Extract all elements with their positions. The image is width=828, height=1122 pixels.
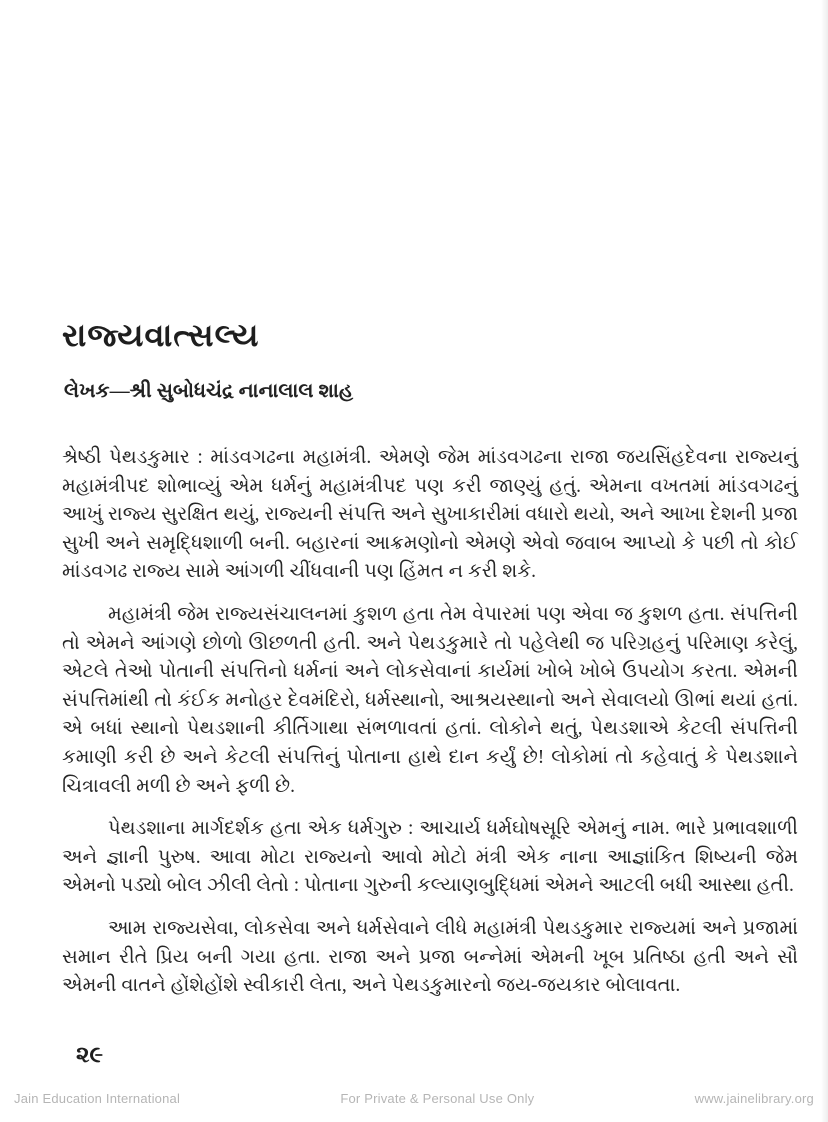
paragraph-1: શ્રેષ્ઠી પેથડકુમાર : માંડવગઢના મહામંત્રી. એમણે જેમ માંડવગઢના રાજા જયસિંહદેવના રાજ્યનું મહામંત્રીપદ શોભાવ્યું એમ ધર્મનું મહામંત્રીપદ પણ કરી જાણ્યું હતું. એમના વખતમાં માંડવગઢનું આખું રાજ્ય સુરક્ષિત થયું, રાજ્યની સંપત્તિ અને સુખાકારીમાં વધારો થયો, અને આખા દેશની પ્રજા સુખી અને સમૃદ્ધિશાળી બની. બહારનાં આક્રમણોનો એમણે એવો જવાબ આપ્યો કે પછી તો કોઈ માંડવગઢ રાજ્ય સામે આંગળી ચીંધવાની પણ હિંમત ન કરી શકે. [62, 447, 798, 583]
paragraph-2: મહામંત્રી જેમ રાજ્યસંચાલનમાં કુશળ હતા તેમ વેપારમાં પણ એવા જ કુશળ હતા. સંપત્તિની તો એમને આંગણે છોળો ઊછળતી હતી. અને પેથડકુમારે તો પહેલેથી જ પરિગ્રહનું પરિમાણ કરેલું, એટલે તેઓ પોતાની સંપત્તિનો ધર્મનાં અને લોકસેવાનાં કાર્યમાં ખોબે ખોબે ઉપયોગ કરતા. એમની સંપત્તિમાંથી તો કંઈક મનોહર દેવમંદિરો, ધર્મસ્થાનો, આશ્રયસ્થાનો અને સેવાલયો ઊભાં થયાં હતાં. એ બધાં સ્થાનો પેથડશાની કીર્તિગાથા સંભળાવતાં હતાં. લોકોને થતું, પેથડશાએ કેટલી સંપત્તિની કમાણી કરી છે અને કેટલી સંપત્તિનું પોતાના હાથે દાન કર્યું છે! લોકોમાં તો કહેવાતું કે પેથડશાને ચિત્રાવલી મળી છે અને ફળી છે. [62, 603, 798, 797]
page-title: રાજ્યવાત્સલ્ય [62, 317, 260, 354]
footer-usage-notice: For Private & Personal Use Only [340, 1091, 535, 1106]
paragraph-4: આમ રાજ્યસેવા, લોકસેવા અને ધર્મસેવાને લીધે મહામંત્રી પેથડકુમાર રાજ્યમાં અને પ્રજામાં સમાન રીતે પ્રિય બની ગયા હતા. રાજા અને પ્રજા બન્નેમાં એમની ખૂબ પ્રતિષ્ઠા હતી અને સૌ એમની વાતને હોંશેહોંશે સ્વીકારી લેતા, અને પેથડકુમારનો જય-જયકાર બોલાવતા. [62, 917, 798, 997]
scan-edge-artifact [821, 0, 828, 1122]
footer [0, 1091, 828, 1106]
page-number: ૨૯ [76, 1042, 104, 1067]
footer-publisher-text: Jain Education International [14, 1091, 181, 1106]
author-line: લેખક—શ્રી સુબોધચંદ્ર નાનાલાલ શાહ [64, 380, 354, 402]
paragraph-3: પેથડશાના માર્ગદર્શક હતા એક ધર્મગુરુ : આચાર્ય ધર્મઘોષસૂરિ એમનું નામ. ભારે પ્રભાવશાળી અને જ્ઞાની પુરુષ. આવા મોટા રાજ્યનો આવો મોટો મંત્રી એક નાના આજ્ઞાંકિત શિષ્યની જેમ એમનો પડ્યો બોલ ઝીલી લેતો : પોતાના ગુરુની કલ્યાણબુદ્ધિમાં એમને આટલી બધી આસ્થા હતી. [62, 818, 798, 897]
body-text [62, 444, 798, 1015]
footer-website-text: www.jainelibrary.org [694, 1091, 814, 1106]
